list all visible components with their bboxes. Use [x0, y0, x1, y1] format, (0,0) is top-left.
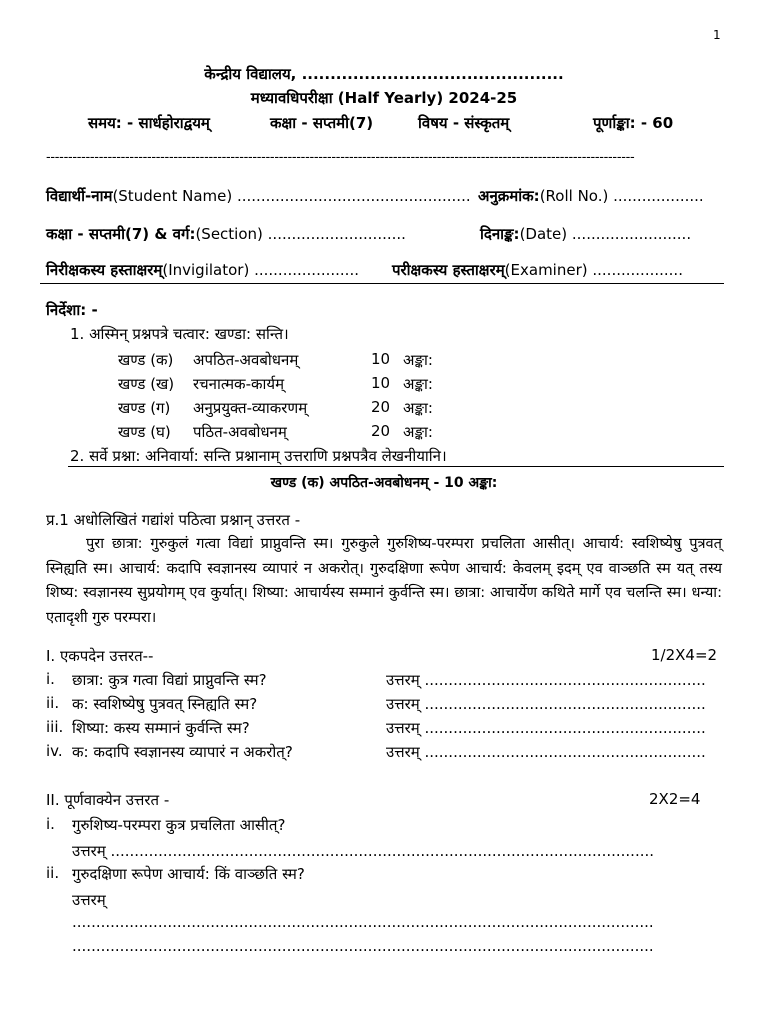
instruction-2: 2. सर्वे प्रश्ना: अनिवार्या: सन्ति प्रश्नानाम् उत्तराणि प्रश्नपत्रैव लेखनीयानि।	[70, 447, 447, 465]
part2-marks: 2X2=4	[649, 790, 701, 808]
examiner-field[interactable]	[392, 260, 683, 280]
section-topic: अपठित-अवबोधनम्	[193, 351, 299, 369]
answer-line[interactable]: उत्तरम् ...........................................................	[386, 695, 706, 713]
section-topic: पठित-अवबोधनम्	[193, 423, 287, 441]
instruction-1: 1. अस्मिन् प्रश्नपत्रे चत्वार: खण्डा: सन्ति।	[70, 325, 289, 343]
section-marks: 10	[371, 350, 391, 368]
exam-subject: विषय - संस्कृतम्	[418, 114, 510, 132]
part1-marks: 1/2X4=2	[651, 646, 718, 664]
invigilator-en: (Invigilator) ......................	[162, 261, 359, 279]
answer-label: उत्तरम्	[72, 891, 106, 909]
dashed-divider: --------------------------------------------------------------------------------------------------------------------------------------	[46, 150, 635, 165]
section-marks: 20	[371, 398, 391, 416]
passage: पुरा छात्रा: गुरुकुलं गत्वा विद्यां प्राप्नुवन्ति स्म। गुरुकुले गुरुशिष्य-परम्परा प्रचलिता आसीत्। आचार्य: स्वशिष्येषु पुत्रवत् स्निह्यति स्म। आचार्य: कदापि स्वज्ञानस्य व्यापारं न अकरोत्। गुरुदक्षिणा रूपेण आचार्य: केवलम् इदम् एव वाञ्छति स्म यत् तस्य शिष्य: स्वज्ञानस्य सुप्रयोगम् एव कुर्यात्। शिष्या: आचार्यस्य सम्मानं कुर्वन्ति स्म। छात्रा: आचार्येण कथिते मार्गे एव चलन्ति स्म। धन्या: एतादृशी गुरु परम्परा।	[46, 535, 722, 626]
answer-line[interactable]: ..........................................................................................................................	[72, 937, 654, 955]
question-text: क: कदापि स्वज्ञानस्य व्यापारं न अकरोत्?	[72, 743, 293, 761]
date-field[interactable]	[480, 224, 691, 244]
exam-title: मध्यावधिपरीक्षा (Half Yearly) 2024-25	[250, 89, 518, 107]
student-name-field[interactable]	[46, 186, 471, 206]
answer-line[interactable]: उत्तरम् ...........................................................	[386, 719, 706, 737]
section-topic: अनुप्रयुक्त-व्याकरणम्	[193, 399, 308, 417]
answer-line[interactable]: उत्तरम् ...........................................................	[386, 743, 706, 761]
question-number: iv.	[46, 742, 63, 760]
question-number: ii.	[46, 864, 60, 882]
section-unit: अङ्का:	[403, 399, 433, 417]
info-divider	[40, 283, 724, 284]
date-label: दिनाङ्क:	[480, 225, 520, 243]
question-number: i.	[46, 670, 55, 688]
instructions-title: निर्देशा: -	[46, 301, 98, 319]
examiner-en: (Examiner) ...................	[504, 261, 683, 279]
section-field[interactable]	[46, 224, 406, 244]
section-a-heading: खण्ड (क) अपठित-अवबोधनम् - 10 अङ्का:	[270, 475, 498, 491]
roll-no-en: (Roll No.) ...................	[539, 187, 704, 205]
section-en: (Section) .............................	[195, 225, 406, 243]
section-label: कक्षा - सप्तमी(7) & वर्ग:	[46, 225, 196, 243]
answer-line[interactable]: उत्तरम् ...........................................................	[386, 671, 706, 689]
section-name: खण्ड (क)	[118, 351, 174, 369]
question-text: क: स्वशिष्येषु पुत्रवत् स्निह्यति स्म?	[72, 695, 258, 713]
roll-no-label: अनुक्रमांक:	[478, 187, 540, 205]
invigilator-field[interactable]	[46, 260, 359, 280]
roll-no-field[interactable]	[478, 186, 704, 206]
exam-class: कक्षा - सप्तमी(7)	[270, 114, 374, 132]
question-text: गुरुशिष्य-परम्परा कुत्र प्रचलिता आसीत्?	[72, 816, 286, 834]
invigilator-label: निरीक्षकस्य हस्ताक्षरम्	[46, 261, 163, 279]
answer-line[interactable]: उत्तरम् ..................................................................................................................	[72, 842, 655, 860]
student-name-label: विद्यार्थी-नाम	[46, 187, 113, 205]
instructions-divider	[68, 466, 724, 467]
section-unit: अङ्का:	[403, 375, 433, 393]
examiner-label: परीक्षकस्य हस्ताक्षरम्	[392, 261, 505, 279]
section-marks: 20	[371, 422, 391, 440]
question-number: ii.	[46, 694, 60, 712]
answer-line[interactable]: ..........................................................................................................................	[72, 913, 654, 931]
question-text: शिष्या: कस्य सम्मानं कुर्वन्ति स्म?	[72, 719, 250, 737]
question-number: iii.	[46, 718, 64, 736]
section-name: खण्ड (ख)	[118, 375, 175, 393]
section-unit: अङ्का:	[403, 351, 433, 369]
question-number: i.	[46, 815, 55, 833]
section-name: खण्ड (घ)	[118, 423, 171, 441]
question-text: छात्रा: कुत्र गत्वा विद्यां प्राप्नुवन्ति स्म?	[72, 671, 267, 689]
part2-title: II. पूर्णवाक्येन उत्तरत -	[46, 791, 170, 809]
section-name: खण्ड (ग)	[118, 399, 171, 417]
student-name-en: (Student Name) .................................................	[112, 187, 471, 205]
exam-time: समय: - सार्धहोराद्वयम्	[88, 114, 210, 132]
section-marks: 10	[371, 374, 391, 392]
date-en: (Date) .........................	[519, 225, 692, 243]
part1-title: I. एकपदेन उत्तरत--	[46, 647, 154, 665]
max-marks: पूर्णाङ्का: - 60	[593, 114, 674, 132]
page-number: 1	[713, 28, 721, 42]
school-name: केन्द्रीय विद्यालय, ..............................................	[204, 65, 564, 83]
question-text: गुरुदक्षिणा रूपेण आचार्य: किं वाञ्छति स्म?	[72, 865, 305, 883]
section-unit: अङ्का:	[403, 423, 433, 441]
q1-prompt: प्र.1 अधोलिखितं गद्यांशं पठित्वा प्रश्नान् उत्तरत -	[46, 511, 301, 529]
section-topic: रचनात्मक-कार्यम्	[193, 375, 285, 393]
